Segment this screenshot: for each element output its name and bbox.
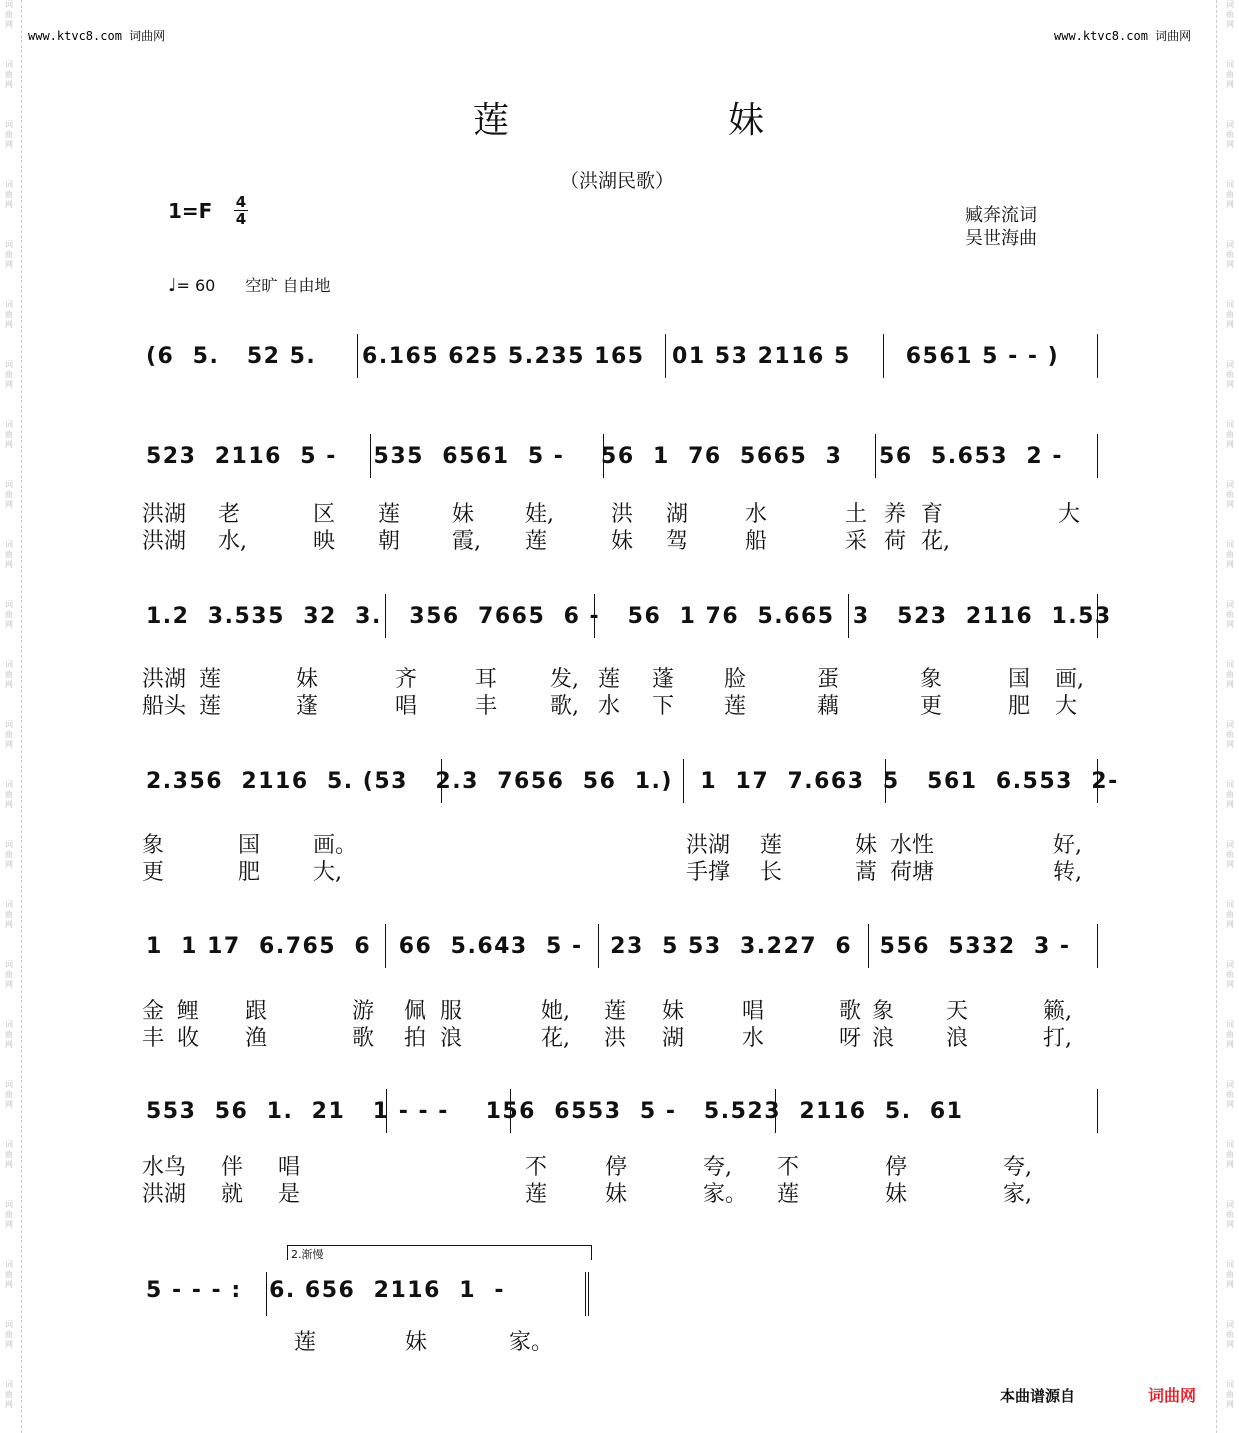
lyric-syllable: 洪湖 [142,1182,187,1207]
barline [598,924,599,968]
watermark-glyph: 词 曲 网 [5,960,13,989]
song-subtitle: （洪湖民歌） [560,170,675,192]
watermark-glyph: 词 曲 网 [5,1200,13,1229]
lyric-syllable: 国 [238,833,261,858]
watermark-glyph: 词 曲 网 [5,420,13,449]
lyric-syllable: 区 [313,502,336,527]
staff-line [0,600,1239,670]
lyric-syllable: 画。 [313,833,358,858]
lyric-syllable: 象 [920,667,943,692]
watermark-glyph: 词 曲 网 [5,540,13,569]
lyric-syllable: 湖 [666,502,689,527]
lyric-syllable: 齐 [395,667,418,692]
watermark-glyph: 词 曲 网 [5,360,13,389]
lyric-syllable: 打, [1043,1026,1072,1051]
watermark-glyph: 词 曲 网 [5,480,13,509]
watermark-glyph: 词 曲 网 [1226,540,1234,569]
watermark-glyph: 词 曲 网 [5,1080,13,1109]
lyric-syllable: 浪 [946,1026,969,1051]
lyric-syllable: 脸 [724,667,747,692]
jianpu-notes: 553 56 1. 21 1 - - - 156 6553 5 - 5.523 2116 5. 61 [146,1099,982,1124]
barline [1097,334,1098,378]
lyric-syllable: 更 [142,860,165,885]
lyric-syllable: 洪湖 [686,833,731,858]
watermark-glyph: 词 曲 网 [5,1140,13,1169]
lyric-syllable: 服 [440,999,463,1024]
lyric-syllable: 霞, [452,529,481,554]
lyric-syllable: 浪 [872,1026,895,1051]
lyric-syllable: 大, [313,860,342,885]
watermark-glyph: 词 曲 网 [5,840,13,869]
lyric-syllable: 歌 [839,999,862,1024]
barline [357,334,358,378]
barline [775,1089,776,1133]
lyric-syllable: 藕 [817,694,840,719]
lyric-syllable: 蛋 [817,667,840,692]
lyric-syllable: 莲 [199,667,222,692]
lyric-syllable: 象 [142,833,165,858]
lyric-syllable: 荷塘 [890,860,935,885]
watermark-glyph: 词 曲 网 [1226,180,1234,209]
barline [1097,434,1098,478]
lyric-syllable: 妹 [885,1182,908,1207]
barline [585,1272,591,1316]
footer-site: 词曲网 [1148,1386,1197,1405]
barline [386,1089,387,1133]
barline [603,434,604,478]
barline [266,1272,267,1316]
lyric-syllable: 丰 [142,1026,165,1051]
lyric-syllable: 游 [352,999,375,1024]
watermark-glyph: 词 曲 网 [5,0,13,29]
lyric-syllable: 老 [218,502,241,527]
lyric-syllable: 蓬 [296,694,319,719]
watermark-glyph: 词 曲 网 [1226,240,1234,269]
lyric-syllable: 家, [1003,1182,1032,1207]
watermark-glyph: 词 曲 网 [5,1320,13,1349]
watermark-glyph: 词 曲 网 [5,660,13,689]
footer-source: 本曲谱源自 [1000,1387,1076,1405]
barline [885,759,886,803]
composer-credit: 吴世海曲 [965,228,1037,249]
quarter-note-icon: ♩ [168,275,177,296]
right-watermark-strip [1223,0,1237,1433]
lyric-syllable: 好, [1053,833,1082,858]
lyric-syllable: 洪 [611,502,634,527]
watermark-glyph: 词 曲 网 [1226,60,1234,89]
lyric-syllable: 耳 [475,667,498,692]
lyric-syllable: 肥 [1008,694,1031,719]
watermark-glyph: 词 曲 网 [1226,960,1234,989]
barline [683,759,684,803]
lyric-syllable: 妹 [611,529,634,554]
lyric-syllable: 停 [885,1155,908,1180]
watermark-glyph: 词 曲 网 [5,300,13,329]
lyric-syllable: 转, [1053,860,1082,885]
lyric-syllable: 呀 [839,1026,862,1051]
lyric-syllable: 象 [872,999,895,1024]
watermark-glyph: 词 曲 网 [1226,900,1234,929]
tempo-value: = 60 [176,276,216,295]
title-char-1: 莲 [473,100,514,141]
barline [1097,1089,1098,1133]
watermark-glyph: 词 曲 网 [1226,1260,1234,1289]
meter-top: 4 [235,193,247,211]
lyric-syllable: 莲 [199,694,222,719]
barline [1097,924,1098,968]
lyric-syllable: 莲 [604,999,627,1024]
lyric-syllable: 驾 [666,529,689,554]
jianpu-notes: 523 2116 5 - 535 6561 5 - 56 1 76 5665 3 56 5.653 2 - [146,444,1091,469]
lyric-syllable: 肥 [238,860,261,885]
left-dashed-border [21,0,22,1433]
barline [848,594,849,638]
watermark-glyph: 词 曲 网 [1226,840,1234,869]
time-signature [234,194,248,227]
lyric-syllable: 是 [278,1182,301,1207]
lyric-syllable: 天 [946,999,969,1024]
lyric-syllable: 莲 [777,1182,800,1207]
lyric-syllable: 不 [777,1155,800,1180]
lyric-syllable: 水, [218,529,247,554]
tempo-marking [168,273,330,296]
lyric-syllable: 画, [1055,667,1084,692]
lyric-syllable: 拍 [404,1026,427,1051]
staff-line [0,930,1239,1000]
watermark-glyph: 词 曲 网 [5,600,13,629]
lyric-syllable: 水 [598,694,621,719]
lyric-syllable: 家。 [703,1182,748,1207]
lyric-syllable: 丰 [475,694,498,719]
lyric-syllable: 浪 [440,1026,463,1051]
lyric-syllable: 妹 [452,502,475,527]
watermark-glyph: 词 曲 网 [1226,480,1234,509]
site-tag-left: www.ktvc8.com 词曲网 [28,29,166,43]
second-ending-bracket [287,1245,592,1260]
lyric-syllable: 歌, [550,694,579,719]
lyric-syllable: 养 [884,502,907,527]
lyric-syllable: 花, [921,529,950,554]
lyric-syllable: 采 [845,529,868,554]
lyric-syllable: 花, [541,1026,570,1051]
watermark-glyph: 词 曲 网 [1226,1320,1234,1349]
lyric-syllable: 娃, [525,502,554,527]
watermark-glyph: 词 曲 网 [5,1020,13,1049]
barline [385,924,386,968]
jianpu-notes: 5 - - - : 6. 656 2116 1 - [146,1278,542,1303]
lyric-syllable: 水性 [890,833,935,858]
lyric-syllable: 莲 [294,1330,317,1355]
watermark-glyph: 词 曲 网 [5,780,13,809]
lyric-syllable: 发, [550,667,579,692]
watermark-glyph: 词 曲 网 [5,1380,13,1409]
watermark-glyph: 词 曲 网 [5,60,13,89]
lyric-syllable: 就 [221,1182,244,1207]
staff-line [0,1278,1239,1348]
lyric-syllable: 佩 [404,999,427,1024]
lyric-syllable: 下 [652,694,675,719]
lyric-syllable: 洪湖 [142,667,187,692]
lyric-syllable: 水 [742,1026,765,1051]
title-char-2: 妹 [728,100,769,141]
barline [883,334,884,378]
lyric-syllable: 洪 [604,1026,627,1051]
watermark-glyph: 词 曲 网 [1226,300,1234,329]
watermark-glyph: 词 曲 网 [1226,0,1234,29]
lyric-syllable: 唱 [742,999,765,1024]
watermark-glyph: 词 曲 网 [5,720,13,749]
lyric-syllable: 朝 [378,529,401,554]
lyric-syllable: 妹 [296,667,319,692]
lyric-syllable: 莲 [525,1182,548,1207]
barline [441,759,442,803]
right-dashed-border [1216,0,1217,1433]
lyric-syllable: 映 [313,529,336,554]
barline [665,334,666,378]
watermark-glyph: 词 曲 网 [1226,780,1234,809]
site-tag-right: www.ktvc8.com 词曲网 [1054,29,1192,43]
watermark-glyph: 词 曲 网 [1226,1020,1234,1049]
key-signature: 1=F [168,199,213,223]
expression-mark: 空旷 自由地 [245,276,331,295]
lyric-syllable: 土 [845,502,868,527]
lyricist-credit: 臧奔流词 [965,205,1037,226]
watermark-glyph: 词 曲 网 [5,180,13,209]
barline [1097,594,1098,638]
lyric-syllable: 夸, [1003,1155,1032,1180]
lyric-syllable: 妹 [605,1182,628,1207]
volta-label: 2.渐慢 [291,1248,324,1261]
lyric-syllable: 更 [920,694,943,719]
lyric-syllable: 国 [1008,667,1031,692]
lyric-syllable: 唱 [395,694,418,719]
lyric-syllable: 莲 [760,833,783,858]
watermark-glyph: 词 曲 网 [1226,720,1234,749]
barline [875,434,876,478]
lyric-syllable: 船头 [142,694,187,719]
watermark-glyph: 词 曲 网 [5,900,13,929]
lyric-syllable: 籁, [1043,999,1072,1024]
barline [1097,759,1098,803]
barline [370,434,371,478]
lyric-syllable: 湖 [662,1026,685,1051]
watermark-glyph: 词 曲 网 [1226,600,1234,629]
lyric-syllable: 蓬 [652,667,675,692]
lyric-syllable: 唱 [278,1155,301,1180]
watermark-glyph: 词 曲 网 [1226,360,1234,389]
watermark-glyph: 词 曲 网 [1226,1140,1234,1169]
jianpu-notes: 1 1 17 6.765 6 66 5.643 5 - 23 5 53 3.227 6 556 5332 3 - [146,934,1089,959]
lyric-syllable: 船 [745,529,768,554]
watermark-glyph: 词 曲 网 [5,1260,13,1289]
barline [868,924,869,968]
lyric-syllable: 鲤 [177,999,200,1024]
lyric-syllable: 她, [541,999,570,1024]
watermark-glyph: 词 曲 网 [5,240,13,269]
lyric-syllable: 水鸟 [142,1155,187,1180]
lyric-syllable: 水 [745,502,768,527]
lyric-syllable: 不 [525,1155,548,1180]
lyric-syllable: 夸, [703,1155,732,1180]
lyric-syllable: 育 [921,502,944,527]
left-watermark-strip [2,0,16,1433]
lyric-syllable: 长 [760,860,783,885]
watermark-glyph: 词 曲 网 [1226,420,1234,449]
lyric-syllable: 荷 [884,529,907,554]
lyric-syllable: 妹 [662,999,685,1024]
lyric-syllable: 莲 [378,502,401,527]
watermark-glyph: 词 曲 网 [1226,660,1234,689]
lyric-syllable: 伴 [221,1155,244,1180]
lyric-syllable: 渔 [245,1026,268,1051]
lyric-syllable: 莲 [724,694,747,719]
meter-bottom: 4 [235,210,247,228]
lyric-syllable: 妹 [855,833,878,858]
jianpu-notes: 2.356 2116 5. (53 2.3 7656 56 1.) 1 17 7.663 5 561 6.553 2- [146,769,1138,794]
jianpu-notes: (6 5. 52 5. 6.165 625 5.235 165 01 53 2116 5 6561 5 - - ) [146,344,1087,369]
lyric-syllable: 莲 [598,667,621,692]
lyric-syllable: 手撑 [686,860,731,885]
lyric-syllable: 歌 [352,1026,375,1051]
watermark-glyph: 词 曲 网 [1226,1380,1234,1409]
lyric-syllable: 跟 [245,999,268,1024]
staff-line [0,340,1239,410]
watermark-glyph: 词 曲 网 [1226,1080,1234,1109]
lyric-syllable: 停 [605,1155,628,1180]
lyric-syllable: 金 [142,999,165,1024]
lyric-syllable: 洪湖 [142,502,187,527]
lyric-syllable: 洪湖 [142,529,187,554]
staff-line [0,765,1239,835]
credits [965,204,1037,250]
watermark-glyph: 词 曲 网 [5,120,13,149]
watermark-glyph: 词 曲 网 [1226,120,1234,149]
barline [510,1089,511,1133]
lyric-syllable: 蒿 [855,860,878,885]
watermark-glyph: 词 曲 网 [1226,1200,1234,1229]
lyric-syllable: 大 [1058,502,1081,527]
lyric-syllable: 收 [177,1026,200,1051]
jianpu-notes: 1.2 3.535 32 3. 356 7665 6 - 56 1 76 5.665 3 523 2116 1.53 [146,604,1140,629]
lyric-syllable: 妹 [405,1330,428,1355]
lyric-syllable: 大 [1055,694,1078,719]
barline [385,594,386,638]
barline [594,594,595,638]
lyric-syllable: 家。 [509,1330,554,1355]
lyric-syllable: 莲 [525,529,548,554]
